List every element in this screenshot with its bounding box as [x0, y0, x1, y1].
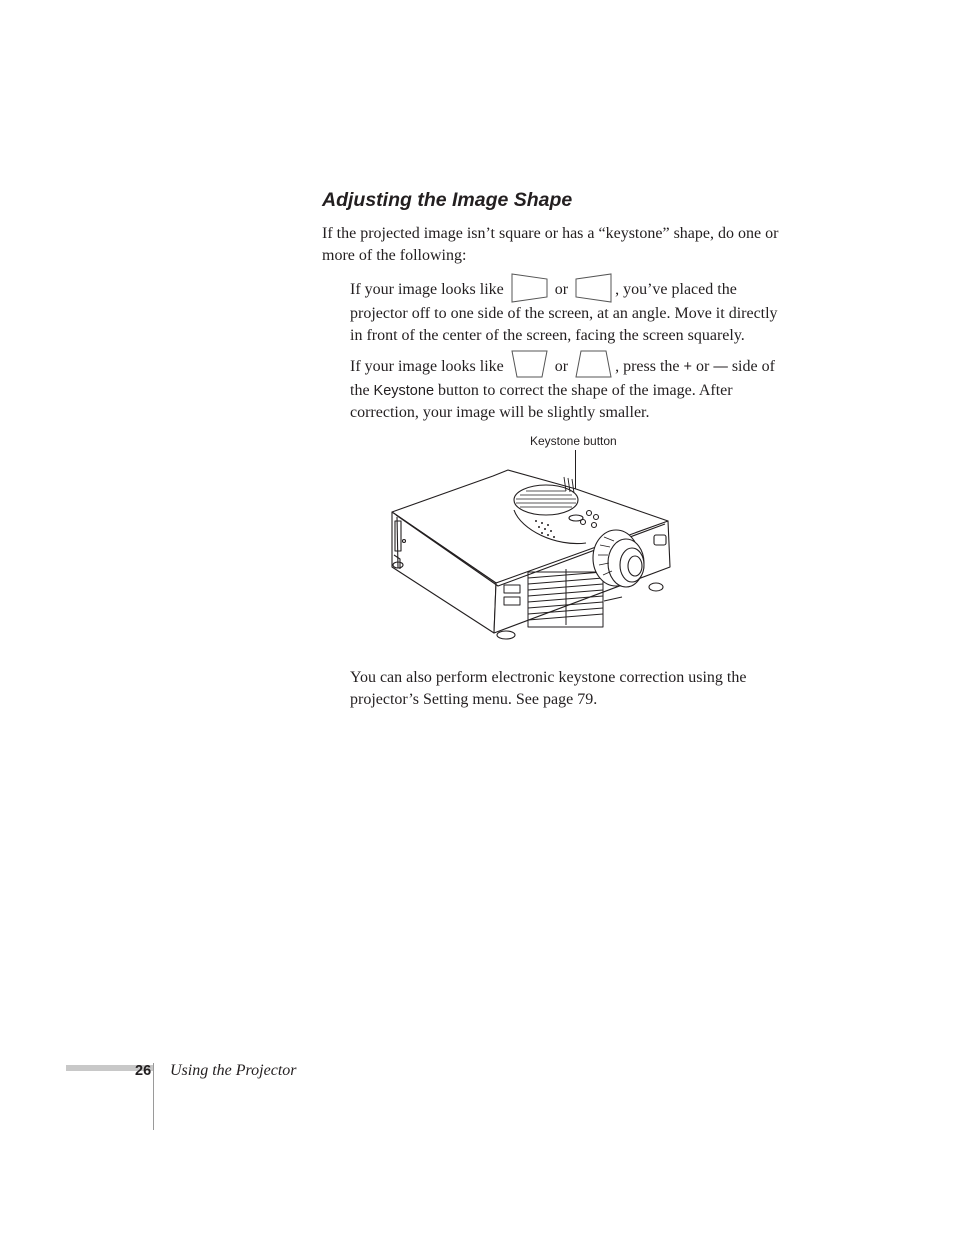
projector-illustration — [386, 455, 676, 650]
keystone-button-name: Keystone — [373, 383, 435, 399]
footer-divider — [153, 1063, 154, 1130]
plus-symbol: + — [683, 359, 692, 375]
item1-or: or — [554, 281, 569, 298]
item1-suffix: , you’ve placed the projector off to one side of the screen, at an angle. Move it directly in front of the center of the screen, facing the screen squarely. — [350, 281, 778, 344]
keystone-button-callout: Keystone button — [530, 434, 617, 448]
keystone-shape-top-wider-icon — [511, 350, 548, 380]
intro-paragraph: If the projected image isn’t square or has a “keystone” shape, do one or more of the following: — [322, 225, 779, 264]
item2-or: or — [554, 358, 569, 375]
keystone-shape-bottom-wider-icon — [575, 350, 612, 380]
item2-prefix: If your image looks like — [350, 358, 504, 375]
item2-middle1: , press the — [615, 358, 680, 375]
item2-middle2: or — [695, 358, 710, 375]
section-heading: Adjusting the Image Shape — [322, 189, 573, 211]
page-number: 26 — [135, 1063, 152, 1079]
item1-prefix: If your image looks like — [350, 281, 504, 298]
footer-section-title: Using the Projector — [170, 1062, 297, 1079]
keystone-shape-right-taller-icon — [575, 273, 612, 303]
minus-symbol: — — [713, 359, 728, 375]
instruction-side-angle — [350, 273, 790, 347]
instruction-vertical-keystone — [350, 350, 790, 424]
electronic-keystone-note: You can also perform electronic keystone correction using the projector’s Setting menu. See page 79. — [350, 669, 747, 708]
item2-middle3: side of the — [350, 358, 775, 399]
item2-suffix: button to correct the shape of the image. After correction, your image will be slightly smaller. — [350, 382, 733, 421]
keystone-shape-left-taller-icon — [511, 273, 548, 303]
